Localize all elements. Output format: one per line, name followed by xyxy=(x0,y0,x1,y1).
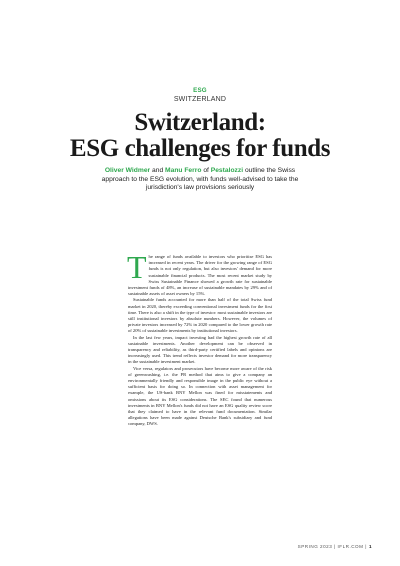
title-line-1: Switzerland: xyxy=(134,109,266,136)
article-body xyxy=(127,249,272,428)
section-subtitle: SWITZERLAND xyxy=(173,96,227,103)
section-tag: ESG xyxy=(193,87,207,94)
standfirst-and: and xyxy=(152,167,164,174)
author-name: Oliver Widmer xyxy=(104,167,151,174)
firm-name: Pestalozzi xyxy=(210,167,244,174)
body-paragraph: Vice versa, regulators and prosecutors have become more aware of the risk of greenwashing, i.e. the PR method that aims to give a company an environmentally friendly and responsible image in the public eye without a sufficient basis for doing so. In connection with asset management for example, the US-bank BNY Mellon was fined for misstatements and omissions about its ESG considerations. The SEC found that numerous investments in BNY Mellon's funds did not have an ESG quality review score that they claimed to have in the relevant fund documentation. Similar allegations have been made against Deutsche Bank's subsidiary and fund company, DWS. xyxy=(128,365,272,427)
drop-cap: T xyxy=(127,249,147,285)
article-title xyxy=(0,110,400,162)
page-footer xyxy=(298,544,372,549)
footer-text: SPRING 2023 | IFLR.COM | xyxy=(297,544,367,549)
standfirst-text: outline the Swiss approach to the ESG evolution, with funds well-advised to take the jurisdiction's law provisions seriously xyxy=(101,167,299,192)
body-paragraph: In the last few years, impact investing had the highest growth rate of all sustainable investments. Another development can be observed in transparency and reliability, as third-party certified labels and opinions are increasingly used. This trend reflects investor demand for more transparency in the sustainable investment market. xyxy=(128,334,272,365)
body-paragraph: Sustainable funds accounted for more than half of the total Swiss fund market in 2020, thereby exceeding conventional investment funds for the first time. There is also a shift in the type of investor: most sustainable investors are still institutional investors by absolute numbers. However, the volumes of private investors increased by 72% in 2020 compared to the lower growth rate of 20% of sustainable investments by institutional investors. xyxy=(128,297,272,334)
standfirst-of: of xyxy=(203,167,209,174)
body-paragraph xyxy=(127,249,272,297)
page-number: 1 xyxy=(368,544,372,549)
author-name: Manu Ferro xyxy=(165,167,202,174)
title-line-2: ESG challenges for funds xyxy=(69,135,331,162)
standfirst xyxy=(100,167,300,193)
paragraph-text: he range of funds available to investors who prioritise ESG has increased in recent years. The driver for the growing range of ESG funds is not only regulation, but also investors' demand for more sustainable financial products. The most recent market study by Swiss Sustainable Finance showed a growth rate for sustainable investment funds of 48%, an increase of sustainable mandates by 29% and of sustainable assets of asset owners by 15%. xyxy=(128,254,272,297)
